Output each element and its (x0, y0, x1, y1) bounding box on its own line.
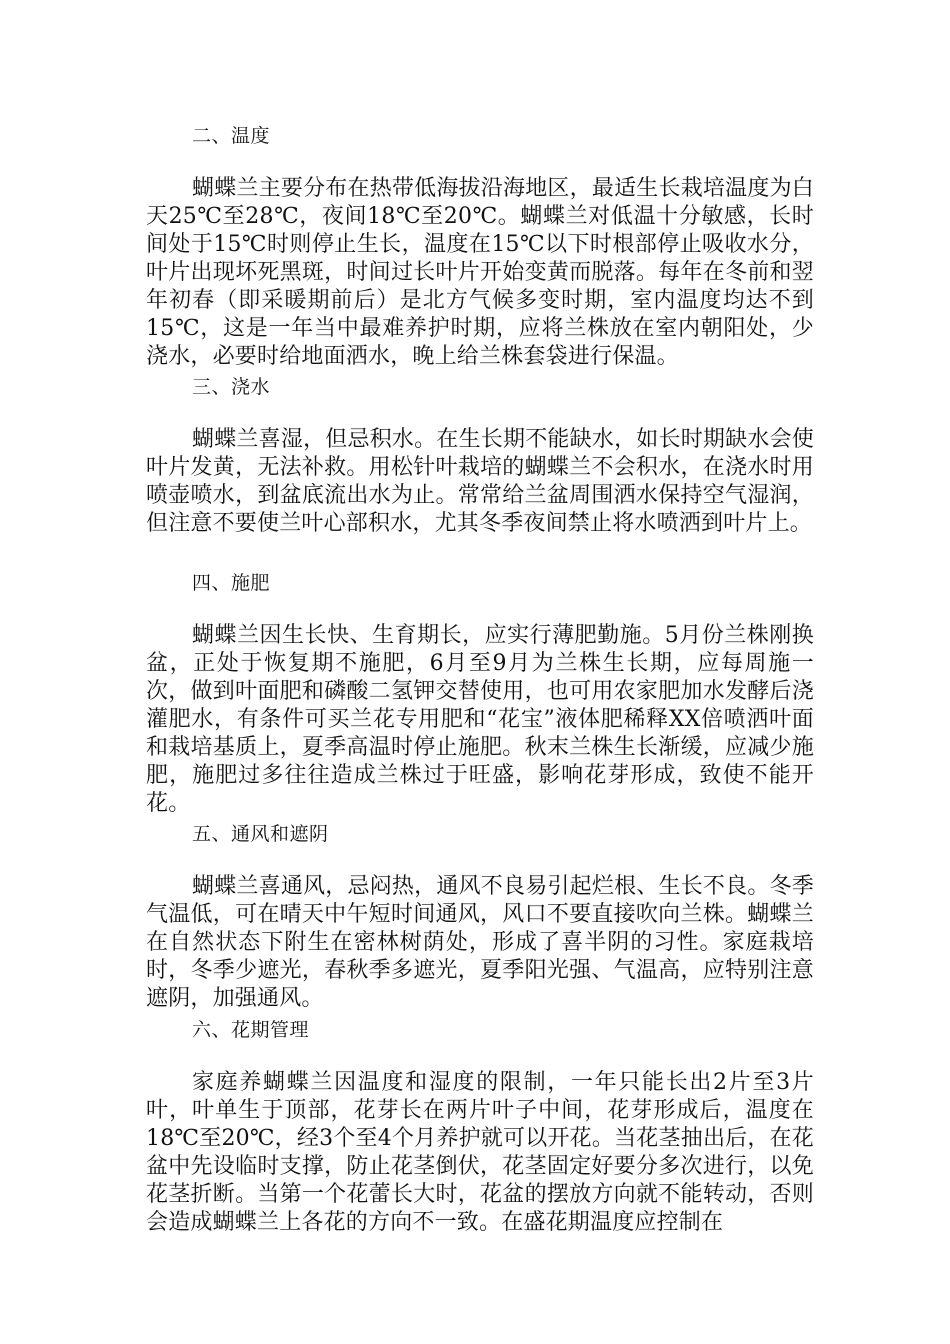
section-paragraph: 蝴蝶兰主要分布在热带低海拔沿海地区，最适生长栽培温度为白天25℃至28℃，夜间18℃至20℃。蝴蝶兰对低温十分敏感，长时间处于15℃时则停止生长，温度在15℃以下时根部停止吸收水分，叶片出现坏死黑斑，时间过长叶片开始变黄而脱落。每年在冬前和翌年初春（即采暖期前后）是北方气候多变时期，室内温度均达不到15℃，这是一年当中最难养护时期，应将兰株放在室内朝阳处，少浇水，必要时给地面洒水，晚上给兰株套袋进行保温。 (146, 176, 814, 369)
section-paragraph: 蝴蝶兰喜通风，忌闷热，通风不良易引起烂根、生长不良。冬季气温低，可在晴天中午短时间通风，风口不要直接吹向兰株。蝴蝶兰在自然状态下附生在密林树荫处，形成了喜半阴的习性。家庭栽培时，冬季少遮光，春秋季多遮光，夏季阳光强、气温高，应特别注意遮阴，加强通风。 (146, 874, 814, 1011)
section-heading: 三、浇水 (192, 376, 271, 398)
section-paragraph: 家庭养蝴蝶兰因温度和湿度的限制，一年只能长出2片至3片叶，叶单生于顶部，花芽长在两片叶子中间，花芽形成后，温度在18℃至20℃，经3个至4个月养护就可以开花。当花茎抽出后，在花盆中先设临时支撑，防止花茎倒伏，花茎固定好要分多次进行，以免花茎折断。当第一个花蕾长大时，花盆的摆放方向就不能转动，否则会造成蝴蝶兰上各花的方向不一致。在盛花期温度应控制在 (146, 1070, 814, 1235)
section-temperature (146, 124, 814, 371)
section-heading: 五、通风和遮阴 (192, 823, 329, 845)
section-ventilation-shading (146, 822, 814, 1013)
section-heading: 六、花期管理 (192, 1019, 310, 1041)
section-paragraph: 蝴蝶兰因生长快、生育期长，应实行薄肥勤施。5月份兰株刚换盆，正处于恢复期不施肥，6月至9月为兰株生长期，应每周施一次，做到叶面肥和磷酸二氢钾交替使用，也可用农家肥加水发酵后浇灌肥水，有条件可买兰花专用肥和“花宝”液体肥稀释XX倍喷洒叶面和栽培基质上，夏季高温时停止施肥。秋末兰株生长渐缓，应减少施肥，施肥过多往往造成兰株过于旺盛，影响花芽形成，致使不能开花。 (146, 623, 814, 816)
section-heading: 二、温度 (192, 125, 271, 147)
section-flowering-management (146, 1018, 814, 1237)
section-watering (146, 375, 814, 538)
section-paragraph: 蝴蝶兰喜湿，但忌积水。在生长期不能缺水，如长时期缺水会使叶片发黄，无法补救。用松针叶栽培的蝴蝶兰不会积水，在浇水时用喷壶喷水，到盆底流出水为止。常常给兰盆周围洒水保持空气湿润，但注意不要使兰叶心部积水，尤其冬季夜间禁止将水喷洒到叶片上。 (146, 427, 814, 536)
section-heading: 四、施肥 (192, 572, 271, 594)
section-fertilizing (146, 571, 814, 818)
